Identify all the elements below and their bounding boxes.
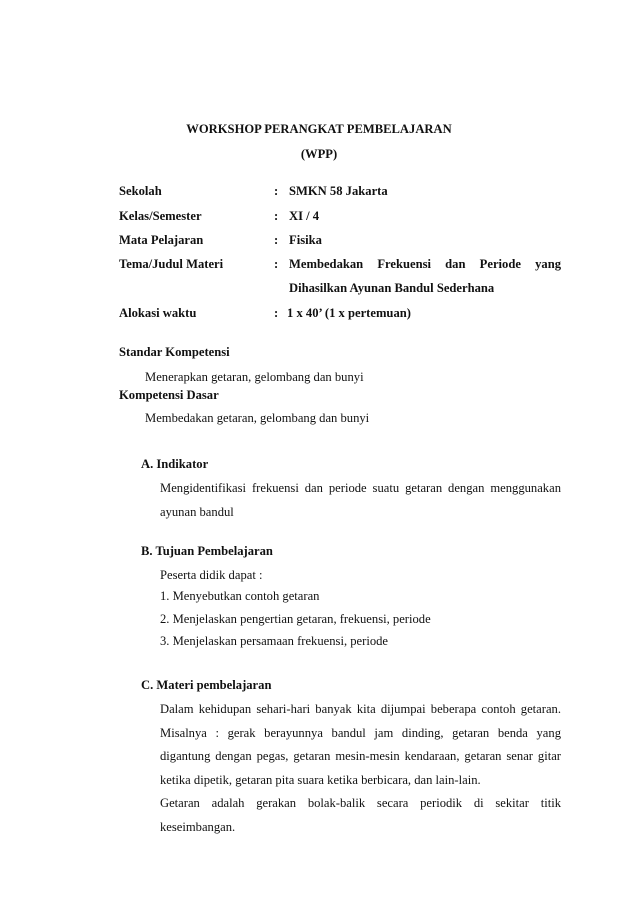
section-b-item: 2. Menjelaskan pengertian getaran, frekuensi, periode	[160, 612, 431, 626]
info-label-alokasi: Alokasi waktu	[119, 306, 197, 320]
info-value-alokasi: 1 x 40’ (1 x pertemuan)	[287, 306, 411, 320]
info-label-tema: Tema/Judul Materi	[119, 257, 224, 271]
info-label-kelas: Kelas/Semester	[119, 209, 202, 223]
info-separator: :	[274, 257, 279, 271]
section-a-line: Mengidentifikasi frekuensi dan periode suatu getaran dengan menggunakan	[160, 481, 561, 495]
section-b-item: 1. Menyebutkan contoh getaran	[160, 589, 320, 603]
info-value-mapel: Fisika	[289, 233, 322, 247]
standar-kompetensi-text: Menerapkan getaran, gelombang dan bunyi	[145, 370, 364, 384]
section-c-heading: C. Materi pembelajaran	[141, 678, 272, 692]
section-b-item: 3. Menjelaskan persamaan frekuensi, periode	[160, 634, 388, 648]
info-value-kelas: XI / 4	[289, 209, 320, 223]
section-c-line: Getaran adalah gerakan bolak-balik secara periodik di sekitar titik	[160, 796, 561, 810]
section-a-line: ayunan bandul	[160, 505, 234, 519]
info-value-sekolah: SMKN 58 Jakarta	[289, 184, 388, 198]
info-separator: :	[274, 306, 279, 320]
section-c-line: Misalnya : gerak berayunnya bandul jam dinding, getaran benda yang	[160, 726, 561, 740]
section-b-heading: B. Tujuan Pembelajaran	[141, 544, 273, 558]
section-c-line: digantung dengan pegas, getaran mesin-mesin kendaraan, getaran senar gitar	[160, 749, 561, 763]
section-b-intro: Peserta didik dapat :	[160, 568, 263, 582]
info-label-mapel: Mata Pelajaran	[119, 233, 204, 247]
section-c-line: keseimbangan.	[160, 820, 236, 834]
info-value-tema-cont: Dihasilkan Ayunan Bandul Sederhana	[289, 281, 495, 295]
kompetensi-dasar-text: Membedakan getaran, gelombang dan bunyi	[145, 411, 370, 425]
document-title: WORKSHOP PERANGKAT PEMBELAJARAN	[186, 122, 452, 136]
info-separator: :	[274, 209, 279, 223]
info-separator: :	[274, 233, 279, 247]
section-a-heading: A. Indikator	[141, 457, 209, 471]
standar-kompetensi-heading: Standar Kompetensi	[119, 345, 230, 359]
section-c-line: ketika dipetik, getaran pita suara ketika berbicara, dan lain-lain.	[160, 773, 481, 787]
info-label-sekolah: Sekolah	[119, 184, 162, 198]
section-c-line: Dalam kehidupan sehari-hari banyak kita dijumpai beberapa contoh getaran.	[160, 702, 561, 716]
kompetensi-dasar-heading: Kompetensi Dasar	[119, 388, 219, 402]
document-subtitle: (WPP)	[300, 147, 338, 161]
info-value-tema: Membedakan Frekuensi dan Periode yang	[289, 257, 561, 271]
info-separator: :	[274, 184, 279, 198]
